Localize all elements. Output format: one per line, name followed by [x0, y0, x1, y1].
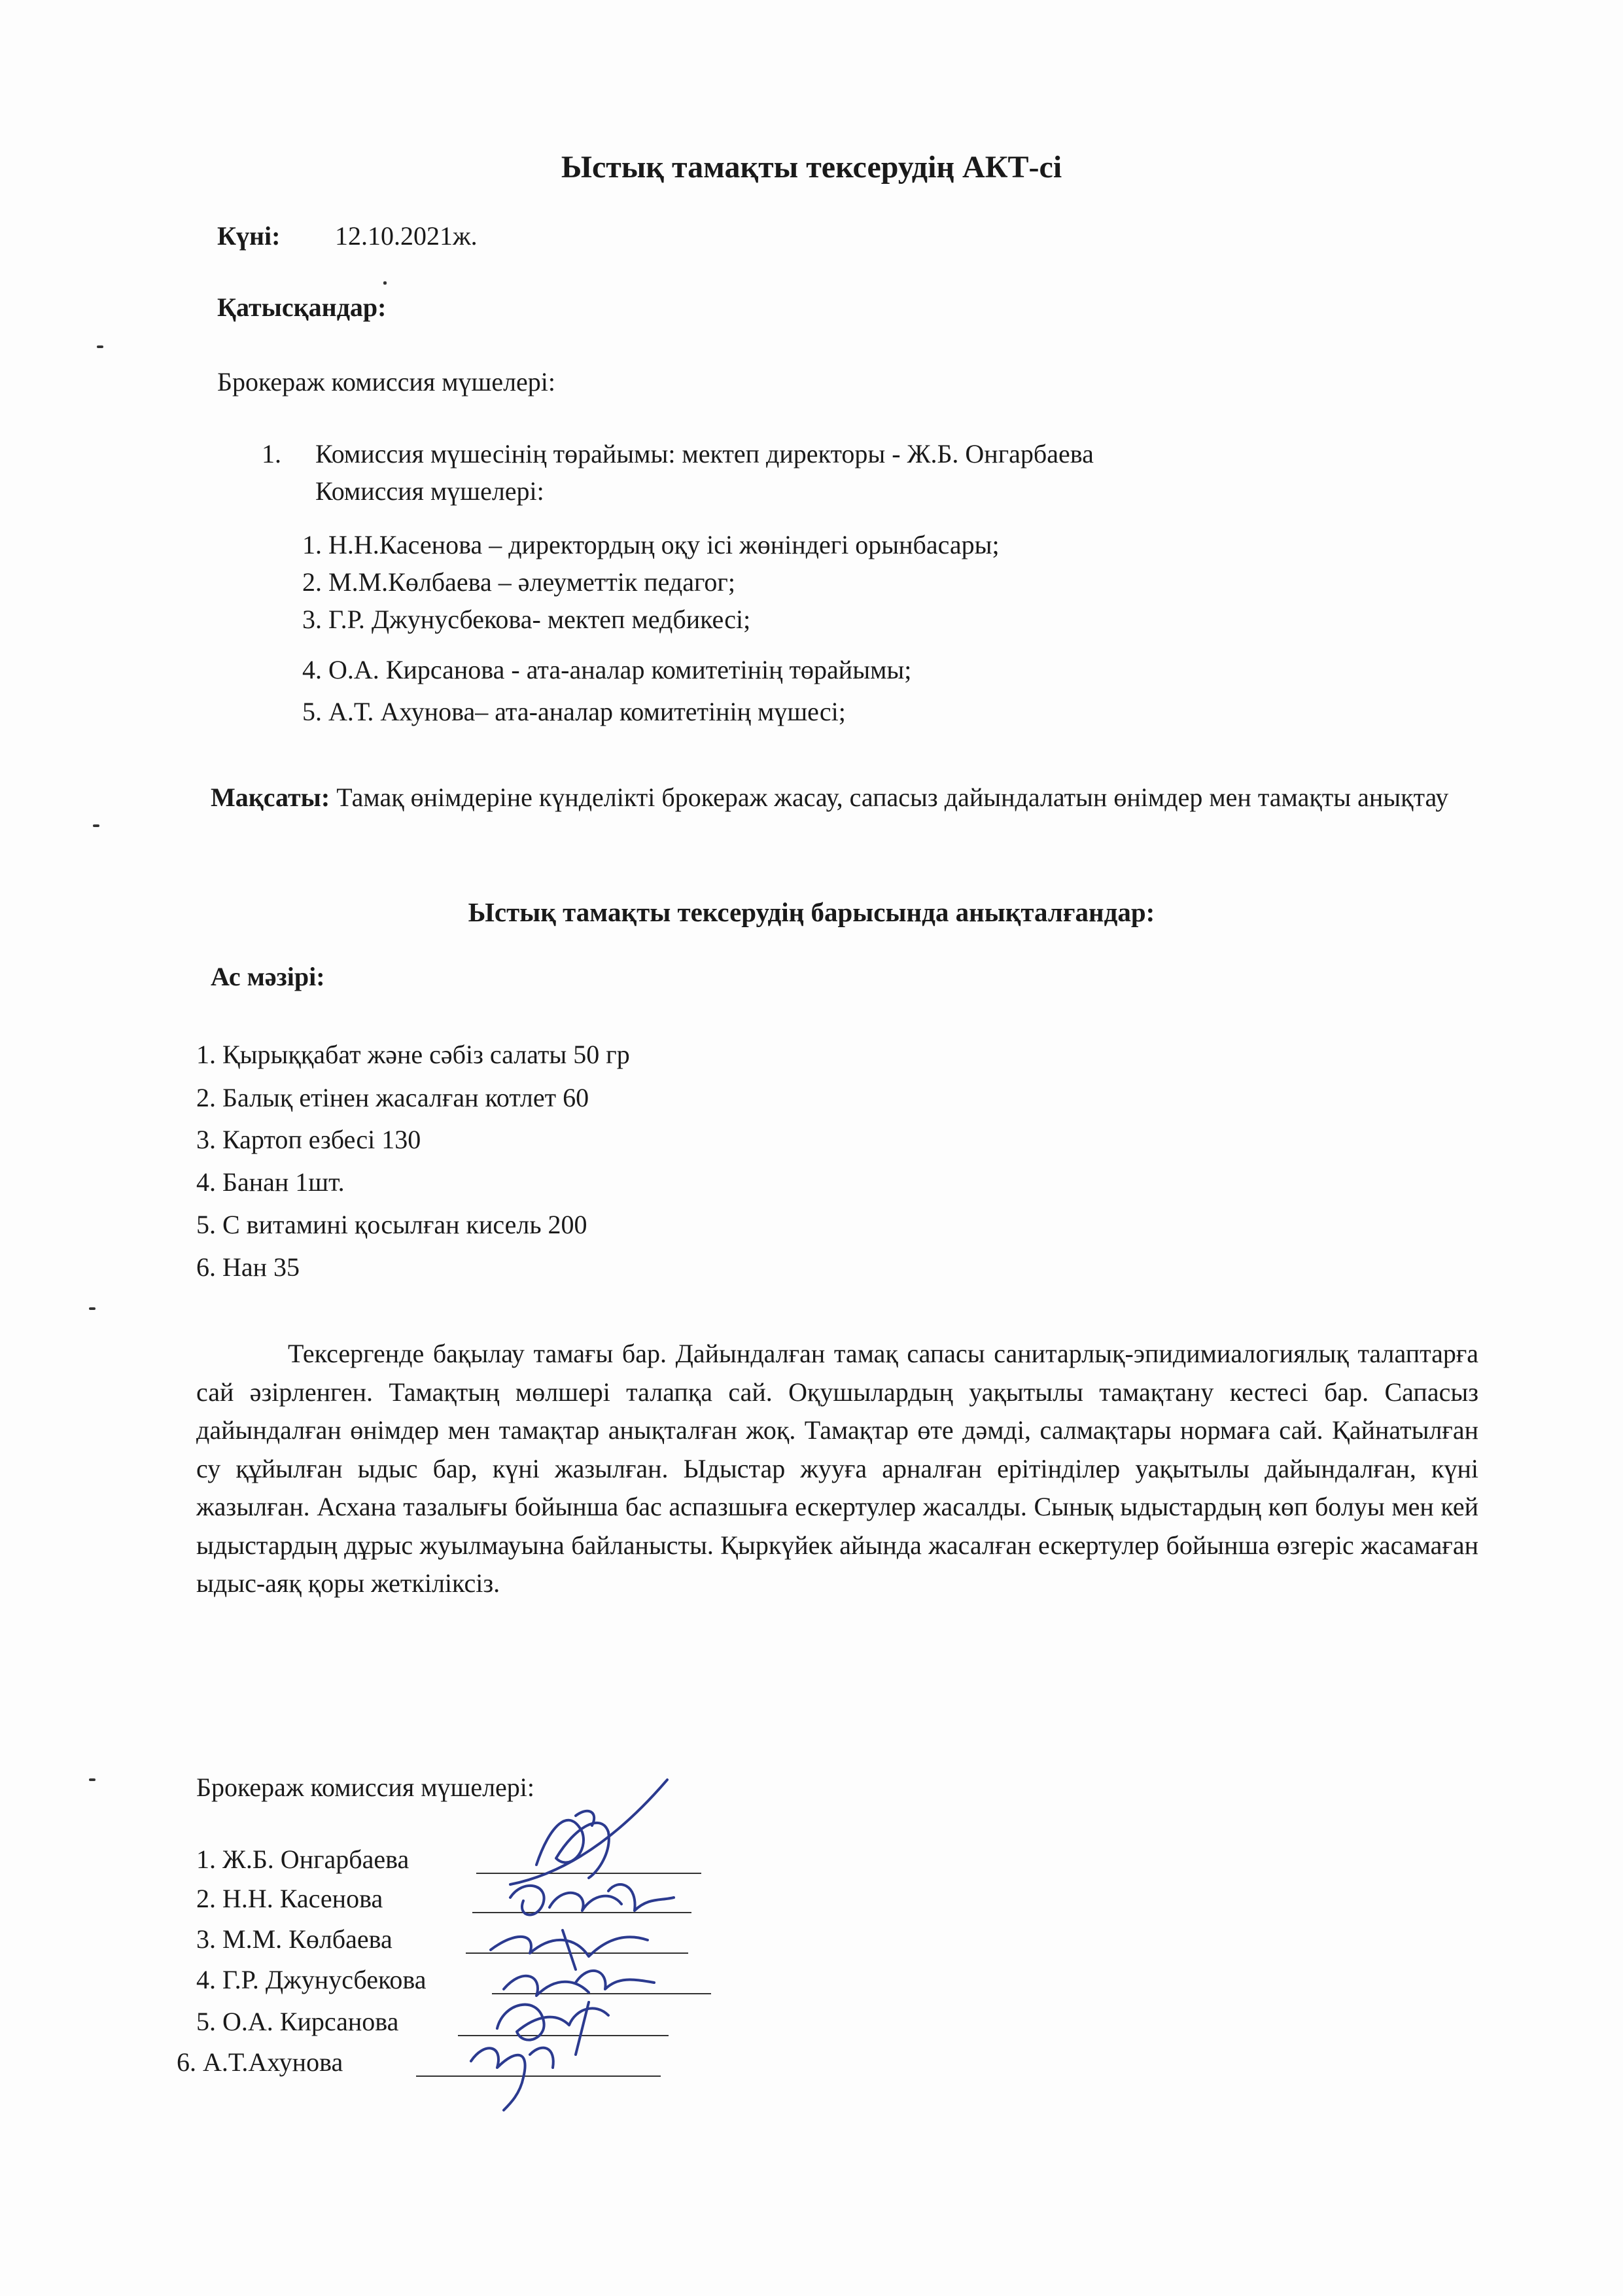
- member-item: 4. О.А. Кирсанова - ата-аналар комитетінің төрайымы;: [302, 655, 912, 684]
- document-title: Ыстық тамақты тексерудің АКТ-сі: [561, 150, 1062, 185]
- menu-item: 3. Картоп езбесі 130: [196, 1125, 421, 1154]
- member-item: 1. Н.Н.Касенова – директордың оқу ісі жөніндегі орынбасары;: [302, 530, 1000, 559]
- signature-name: 4. Г.Р. Джунусбекова: [196, 1965, 427, 1994]
- date-value: 12.10.2021ж.: [335, 221, 478, 251]
- menu-item: 2. Балық етінен жасалған котлет 60: [196, 1083, 589, 1112]
- signature-name: 2. Н.Н. Касенова: [196, 1884, 383, 1913]
- signature-name: 6. А.Т.Ахунова: [177, 2047, 343, 2077]
- scan-speck: [89, 1307, 96, 1310]
- participants-label: Қатысқандар:: [217, 292, 387, 322]
- scan-speck: [89, 1778, 96, 1781]
- findings-paragraph: Тексергенде бақылау тамағы бар. Дайындалған тамақ сапасы санитарлық-эпидимиалогиялық талаптарға сай әзірленген. Тамақтың мөлшері талапқа сай. Оқушылардың уақытылы тамақтану кестесі бар. Сапасыз дайындалған өнімдер мен тамақтар анықталған жоқ. Тамақтар өте дәмді, салмақтары нормаға сай. Қайнатылған су құйылған ыдыс бар, күні жазылған. Ыдыстар жууға арналған ерітінділер уақытылы дайындалған, күні жазылған. Асхана тазалығы бойынша бас аспазшыға ескертулер жасалды. Сынық ыдыстардың көп болуы мен кей ыдыстардың дұрыс жуылмауына байланысты. Қыркүйек айында жасалған ескертулер бойынша өзгеріс жасамаған ыдыс-аяқ қоры жеткіліксіз.: [196, 1339, 1478, 1598]
- chair-line: Комиссия мүшесінің төрайымы: мектеп директоры - Ж.Б. Онгарбаева: [315, 439, 1094, 468]
- members-label: Комиссия мүшелері:: [315, 476, 544, 506]
- date-label: Күні:: [217, 221, 281, 251]
- signature-name: 3. М.М. Көлбаева: [196, 1924, 393, 1954]
- signatures-label: Брокераж комиссия мүшелері:: [196, 1773, 535, 1802]
- member-item: 2. М.М.Көлбаева – әлеуметтік педагог;: [302, 567, 735, 597]
- member-item: 5. А.Т. Ахунова– ата-аналар комитетінің мүшесі;: [302, 697, 846, 726]
- goal-text: Тамақ өнімдеріне күнделікті брокераж жасау, сапасыз дайындалатын өнімдер мен тамақты анықтау: [330, 783, 1449, 812]
- menu-label: Ас мәзірі:: [211, 962, 325, 991]
- commission-label: Брокераж комиссия мүшелері:: [217, 367, 556, 397]
- signature-name: 5. О.А. Кирсанова: [196, 2007, 399, 2036]
- menu-item: 5. С витамині қосылған кисель 200: [196, 1210, 587, 1239]
- scan-speck: [383, 281, 387, 285]
- menu-item: 1. Қырыққабат және сәбіз салаты 50 гр: [196, 1040, 630, 1069]
- signature-name: 1. Ж.Б. Онгарбаева: [196, 1845, 410, 1874]
- menu-item: 6. Нан 35: [196, 1252, 300, 1282]
- scan-speck: [97, 345, 103, 348]
- chair-number: 1.: [262, 439, 281, 468]
- goal-label: Мақсаты:: [211, 783, 330, 812]
- scan-speck: [93, 824, 99, 827]
- menu-item: 4. Банан 1шт.: [196, 1167, 345, 1197]
- findings-title: Ыстық тамақты тексерудің барысында анықталғандар:: [468, 897, 1155, 927]
- member-item: 3. Г.Р. Джунусбекова- мектеп медбикесі;: [302, 605, 751, 634]
